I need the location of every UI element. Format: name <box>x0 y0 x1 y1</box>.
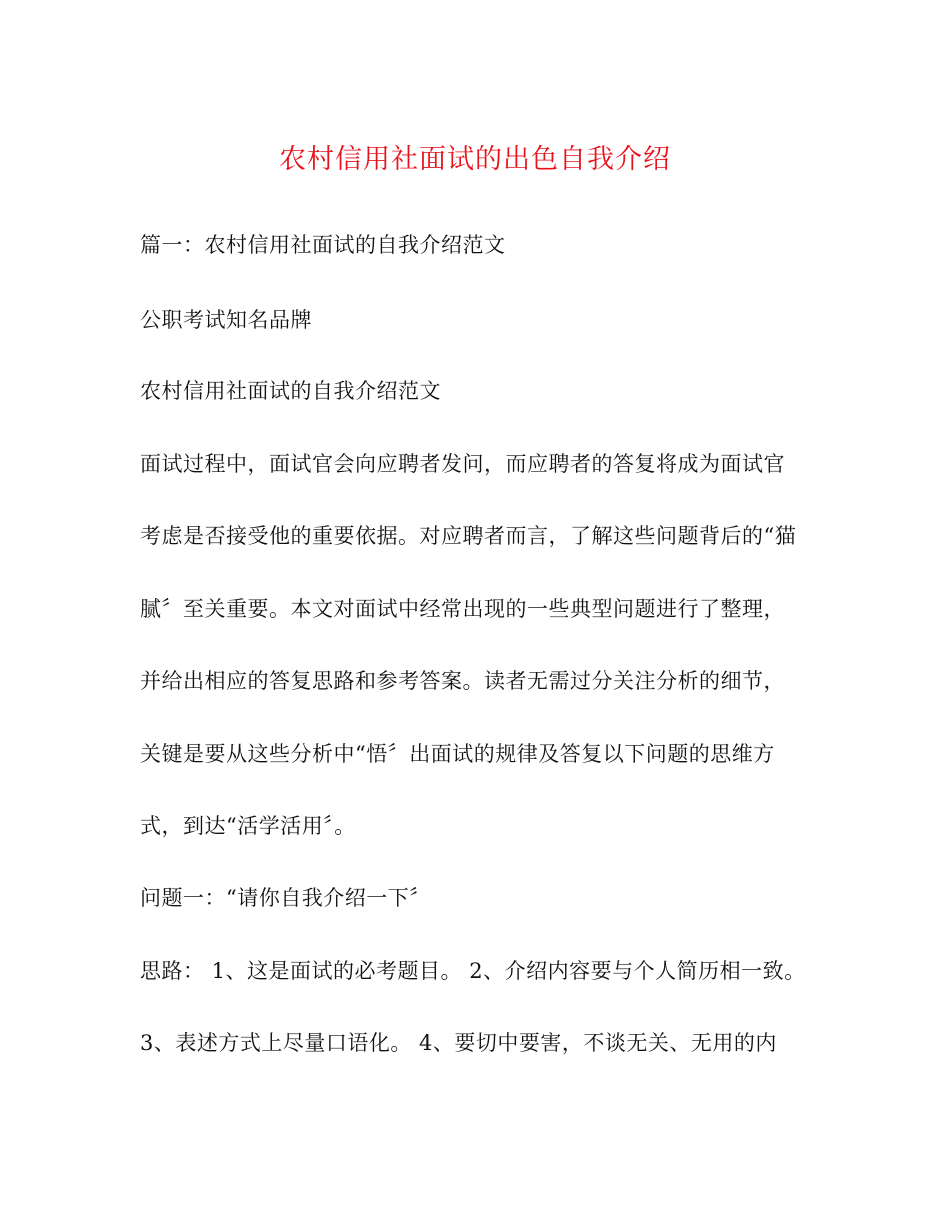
document-title: 农村信用社面试的出色自我介绍 <box>279 144 671 175</box>
text-line: 公职考试知名品牌 <box>140 308 312 332</box>
paragraph-line: 式，到达“活学活用〞。 <box>140 814 356 838</box>
question-heading: 问题一：“请你自我介绍一下〞 <box>140 886 431 910</box>
paragraph-line: 思路： 1、这是面试的必考题目。 2、介绍内容要与个人简历相一致。 <box>140 959 806 983</box>
text-line: 农村信用社面试的自我介绍范文 <box>140 379 441 403</box>
paragraph-line: 3、表述方式上尽量口语化。 4、要切中要害，不谈无关、无用的内 <box>140 1031 777 1055</box>
section-heading: 篇一：农村信用社面试的自我介绍范文 <box>140 233 506 257</box>
paragraph-line: 考虑是否接受他的重要依据。对应聘者而言，了解这些问题背后的“猫 <box>140 524 797 548</box>
paragraph-line: 腻〞至关重要。本文对面试中经常出现的一些典型问题进行了整理， <box>140 597 785 621</box>
paragraph-line: 关键是要从这些分析中“悟〞出面试的规律及答复以下问题的思维方 <box>140 742 775 766</box>
paragraph-line: 并给出相应的答复思路和参考答案。读者无需过分关注分析的细节， <box>140 669 785 693</box>
paragraph-line: 面试过程中，面试官会向应聘者发问，而应聘者的答复将成为面试官 <box>140 452 785 476</box>
